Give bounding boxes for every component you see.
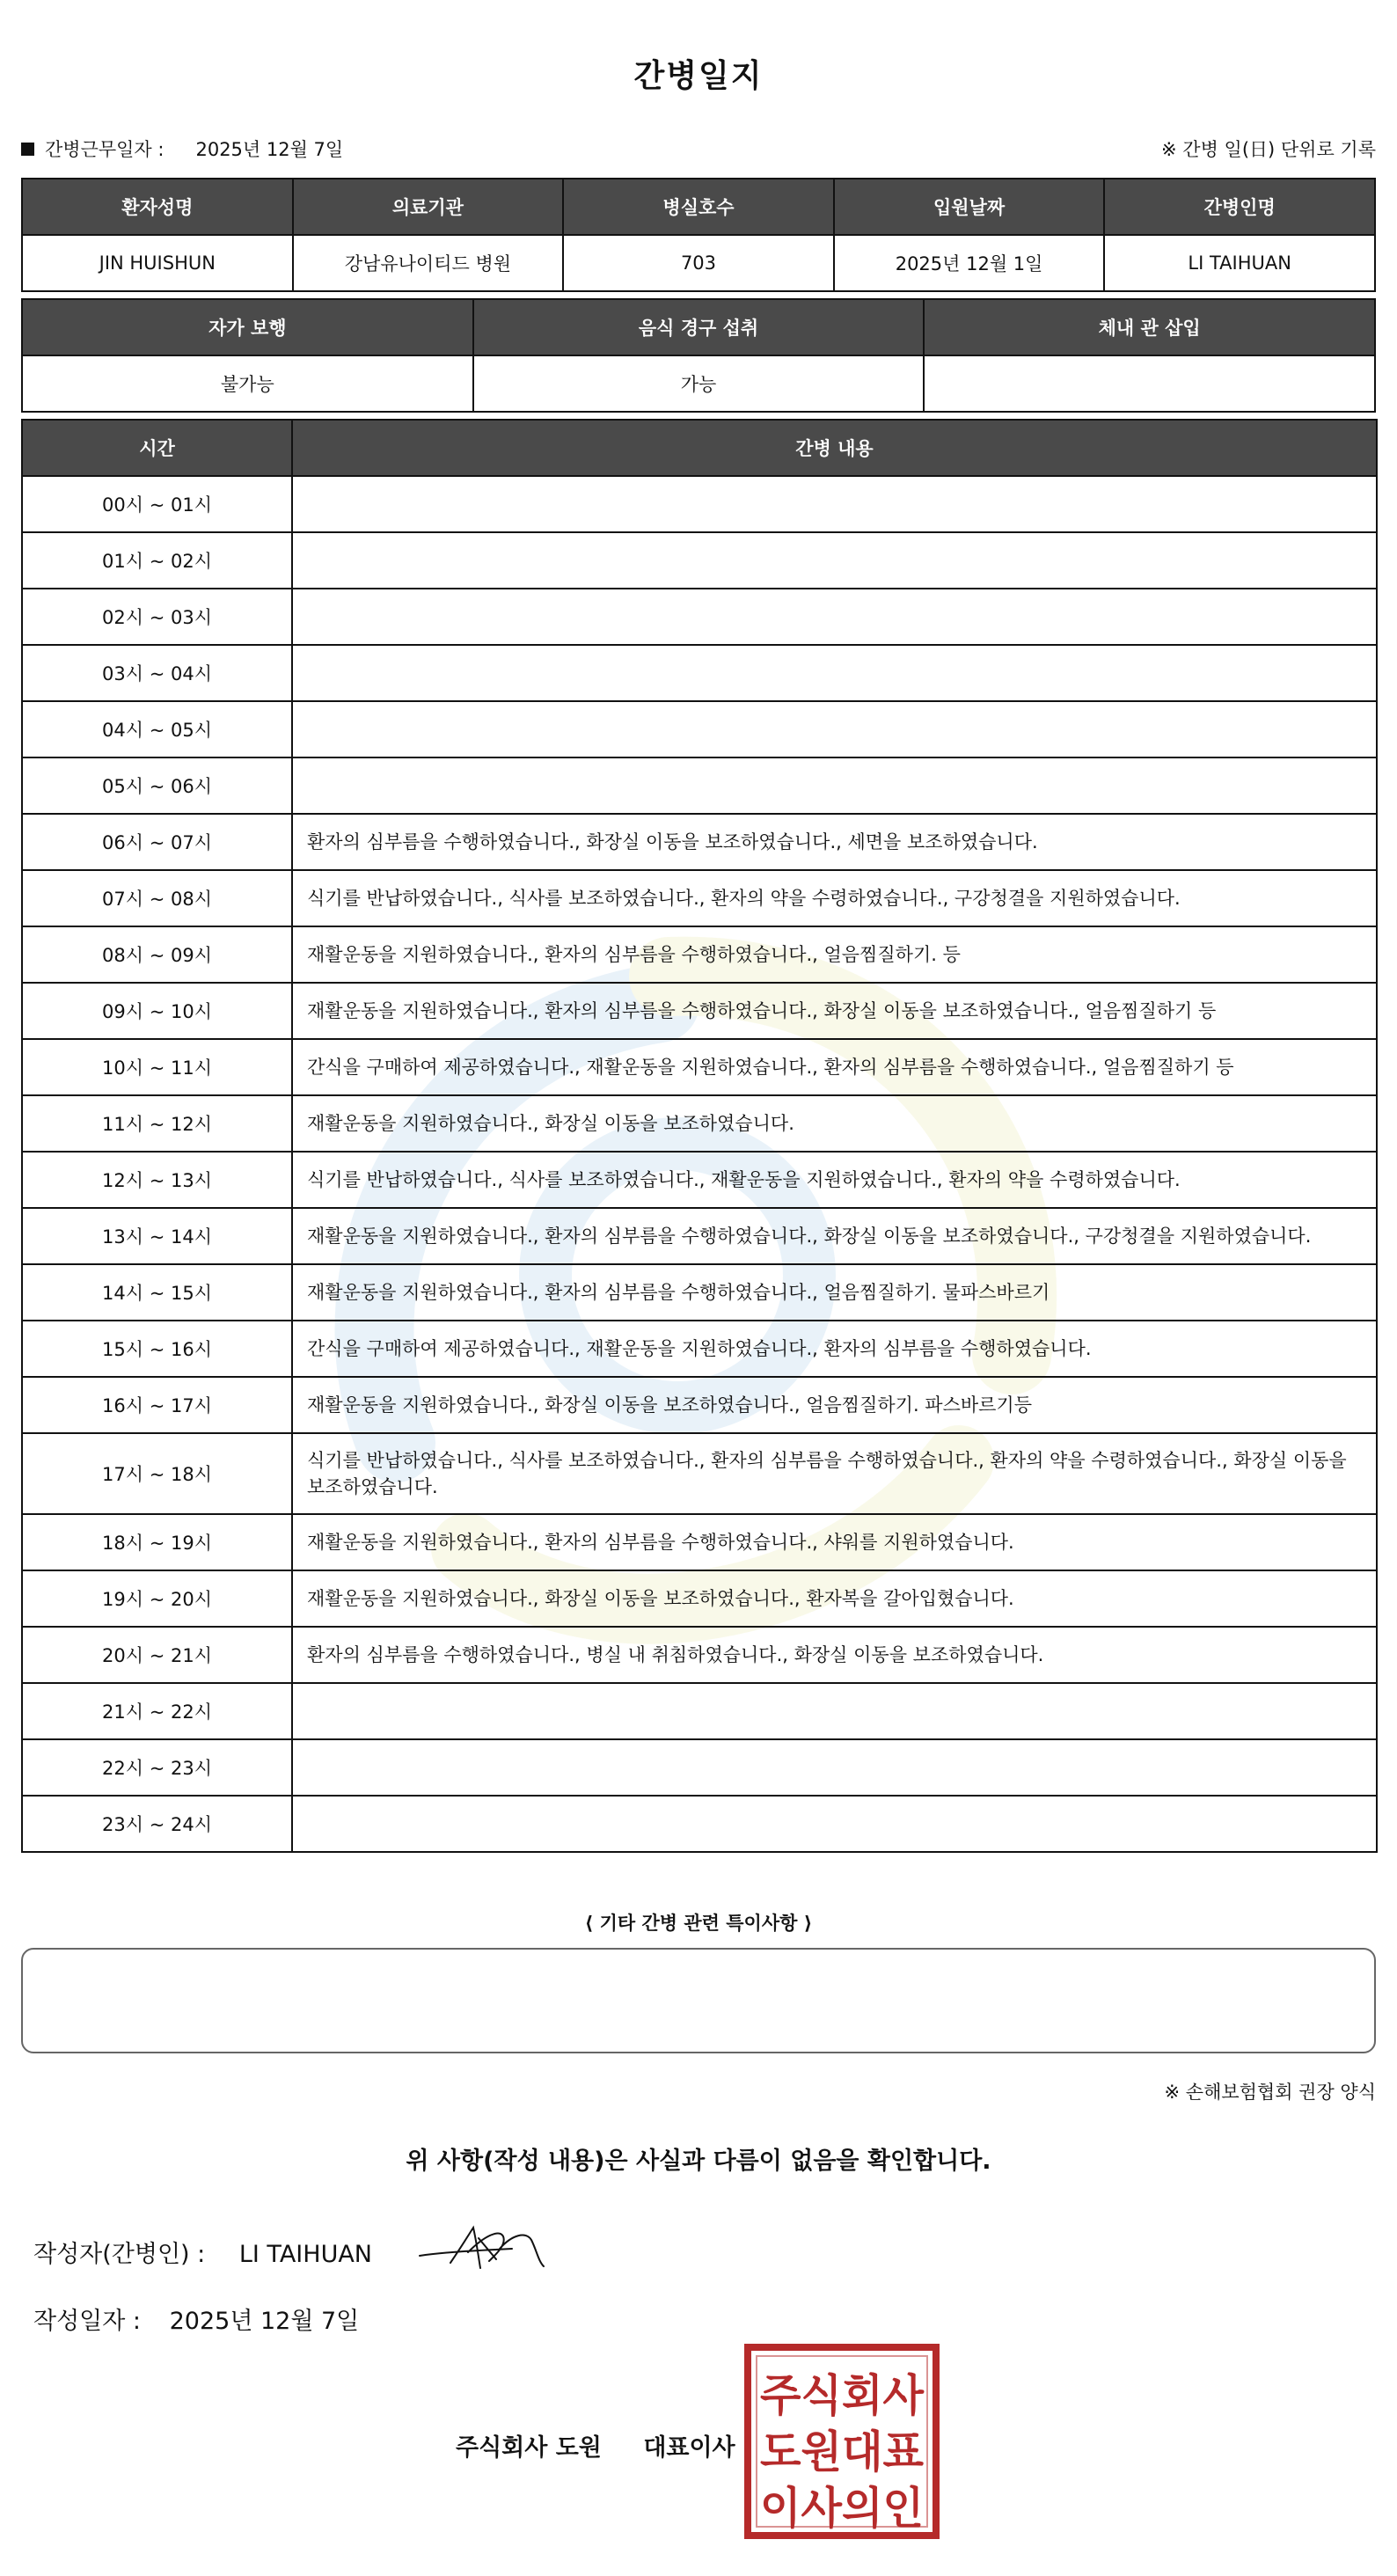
time-cell: 17시 ~ 18시	[22, 1433, 292, 1514]
table-row	[22, 1208, 1377, 1264]
written-date-line	[33, 2302, 359, 2336]
care-content-cell: 재활운동을 지원하였습니다., 환자의 심부름을 수행하였습니다., 샤워를 지원하였습니다.	[292, 1514, 1377, 1570]
oral-intake-value: 가능	[473, 355, 925, 412]
table-row	[22, 1264, 1377, 1321]
company-seal-stamp	[744, 2344, 940, 2539]
special-notes-box	[21, 1948, 1376, 2053]
time-cell: 11시 ~ 12시	[22, 1095, 292, 1152]
care-content-cell	[292, 1739, 1377, 1796]
document-title: 간병일지	[633, 58, 764, 94]
signer-label: 작성자(간병인) :	[33, 2241, 206, 2268]
confirmation-statement: 위 사항(작성 내용)은 사실과 다름이 없음을 확인합니다.	[406, 2148, 991, 2175]
time-cell: 23시 ~ 24시	[22, 1796, 292, 1852]
signer-name: LI TAIHUAN	[238, 2241, 372, 2268]
written-date-value: 2025년 12월 7일	[169, 2308, 360, 2335]
header-tube-insertion: 체내 관 삽입	[924, 299, 1375, 355]
handwritten-signature	[415, 2217, 547, 2279]
time-cell: 01시 ~ 02시	[22, 532, 292, 589]
table-row	[22, 1377, 1377, 1433]
time-cell: 15시 ~ 16시	[22, 1321, 292, 1377]
admission-date: 2025년 12월 1일	[834, 235, 1105, 291]
time-cell: 04시 ~ 05시	[22, 701, 292, 757]
header-admission-date: 입원날짜	[834, 179, 1105, 235]
table-row	[22, 1152, 1377, 1208]
time-cell: 21시 ~ 22시	[22, 1683, 292, 1739]
table-row	[22, 1683, 1377, 1739]
care-content-cell: 재활운동을 지원하였습니다., 화장실 이동을 보조하였습니다., 얼음찜질하기. 파스바르기등	[292, 1377, 1377, 1433]
table-row	[22, 532, 1377, 589]
table-row	[22, 1796, 1377, 1852]
care-content-cell	[292, 1683, 1377, 1739]
table-row	[22, 589, 1377, 645]
institution: 강남유나이티드 병원	[293, 235, 564, 291]
care-content-cell	[292, 476, 1377, 532]
table-row	[22, 1039, 1377, 1095]
written-date-label: 작성일자 :	[33, 2308, 142, 2335]
care-content-cell	[292, 1796, 1377, 1852]
care-content-cell: 재활운동을 지원하였습니다., 환자의 심부름을 수행하였습니다., 얼음찜질하기. 물파스바르기	[292, 1264, 1377, 1321]
table-row	[22, 1627, 1377, 1683]
time-cell: 10시 ~ 11시	[22, 1039, 292, 1095]
header-time: 시간	[22, 420, 292, 476]
table-row	[22, 476, 1377, 532]
care-content-cell: 식기를 반납하였습니다., 식사를 보조하였습니다., 환자의 약을 수령하였습니다., 구강청결을 지원하였습니다.	[292, 870, 1377, 926]
patient-name: JIN HUISHUN	[22, 235, 293, 291]
care-content-cell	[292, 645, 1377, 701]
time-cell: 20시 ~ 21시	[22, 1627, 292, 1683]
time-cell: 13시 ~ 14시	[22, 1208, 292, 1264]
seal-text-row: 도원대표	[760, 2426, 925, 2477]
seal-text-row: 주식회사	[760, 2370, 925, 2421]
work-date-value: 2025년 12월 7일	[195, 139, 344, 160]
care-log-body	[22, 476, 1377, 1852]
work-date-group	[21, 135, 343, 162]
time-cell: 00시 ~ 01시	[22, 476, 292, 532]
special-notes-title: ⟨ 기타 간병 관련 특이사항 ⟩	[584, 1913, 813, 1934]
time-cell: 02시 ~ 03시	[22, 589, 292, 645]
header-caregiver-name: 간병인명	[1104, 179, 1375, 235]
time-cell: 12시 ~ 13시	[22, 1152, 292, 1208]
company-line	[456, 2428, 735, 2463]
work-date-label: 간병근무일자 :	[45, 139, 165, 160]
care-content-cell: 재활운동을 지원하였습니다., 환자의 심부름을 수행하였습니다., 얼음찜질하기. 등	[292, 926, 1377, 983]
care-content-cell: 환자의 심부름을 수행하였습니다., 병실 내 취침하였습니다., 화장실 이동을 보조하였습니다.	[292, 1627, 1377, 1683]
care-content-cell: 재활운동을 지원하였습니다., 환자의 심부름을 수행하였습니다., 화장실 이동을 보조하였습니다., 얼음찜질하기 등	[292, 983, 1377, 1039]
table-row	[22, 983, 1377, 1039]
table-row	[22, 814, 1377, 870]
time-cell: 16시 ~ 17시	[22, 1377, 292, 1433]
patient-status-table	[21, 298, 1376, 413]
recommend-note: ※ 손해보험협회 권장 양식	[1164, 2082, 1376, 2103]
care-content-cell: 식기를 반납하였습니다., 식사를 보조하였습니다., 환자의 심부름을 수행하였습니다., 환자의 약을 수령하였습니다., 화장실 이동을 보조하였습니다.	[292, 1433, 1377, 1514]
table-row	[22, 1321, 1377, 1377]
patient-info-table	[21, 178, 1376, 292]
care-content-cell	[292, 589, 1377, 645]
company-name: 주식회사 도원	[456, 2434, 602, 2462]
care-log-table	[21, 419, 1378, 1853]
room-number: 703	[563, 235, 834, 291]
time-cell: 06시 ~ 07시	[22, 814, 292, 870]
header-institution: 의료기관	[293, 179, 564, 235]
care-content-cell: 환자의 심부름을 수행하였습니다., 화장실 이동을 보조하였습니다., 세면을 보조하였습니다.	[292, 814, 1377, 870]
header-patient-name: 환자성명	[22, 179, 293, 235]
unit-note: ※ 간병 일(日) 단위로 기록	[1161, 139, 1376, 160]
time-cell: 19시 ~ 20시	[22, 1570, 292, 1627]
care-content-cell: 간식을 구매하여 제공하였습니다., 재활운동을 지원하였습니다., 환자의 심부름을 수행하였습니다., 얼음찜질하기 등	[292, 1039, 1377, 1095]
table-row	[22, 926, 1377, 983]
table-row	[22, 645, 1377, 701]
signer-line	[33, 2235, 372, 2269]
header-oral-intake: 음식 경구 섭취	[473, 299, 925, 355]
care-content-cell: 식기를 반납하였습니다., 식사를 보조하였습니다., 재활운동을 지원하였습니다., 환자의 약을 수령하였습니다.	[292, 1152, 1377, 1208]
time-cell: 03시 ~ 04시	[22, 645, 292, 701]
table-row	[22, 1570, 1377, 1627]
table-row	[22, 1095, 1377, 1152]
caregiver-name: LI TAIHUAN	[1104, 235, 1375, 291]
care-content-cell: 간식을 구매하여 제공하였습니다., 재활운동을 지원하였습니다., 환자의 심부름을 수행하였습니다.	[292, 1321, 1377, 1377]
care-content-cell	[292, 701, 1377, 757]
time-cell: 08시 ~ 09시	[22, 926, 292, 983]
care-content-cell: 재활운동을 지원하였습니다., 환자의 심부름을 수행하였습니다., 화장실 이동을 보조하였습니다., 구강청결을 지원하였습니다.	[292, 1208, 1377, 1264]
time-cell: 09시 ~ 10시	[22, 983, 292, 1039]
meta-row	[21, 135, 1376, 167]
table-row	[22, 870, 1377, 926]
time-cell: 14시 ~ 15시	[22, 1264, 292, 1321]
representative-title: 대표이사	[643, 2434, 735, 2462]
table-row	[22, 701, 1377, 757]
care-content-cell	[292, 757, 1377, 814]
time-cell: 07시 ~ 08시	[22, 870, 292, 926]
table-row	[22, 1739, 1377, 1796]
header-care-content: 간병 내용	[292, 420, 1377, 476]
time-cell: 18시 ~ 19시	[22, 1514, 292, 1570]
header-self-walking: 자가 보행	[22, 299, 473, 355]
header-room-number: 병실호수	[563, 179, 834, 235]
care-content-cell: 재활운동을 지원하였습니다., 화장실 이동을 보조하였습니다.	[292, 1095, 1377, 1152]
bullet-square-icon	[21, 143, 34, 156]
tube-insertion-value	[924, 355, 1375, 412]
time-cell: 22시 ~ 23시	[22, 1739, 292, 1796]
care-content-cell	[292, 532, 1377, 589]
time-cell: 05시 ~ 06시	[22, 757, 292, 814]
table-row	[22, 1433, 1377, 1514]
care-content-cell: 재활운동을 지원하였습니다., 화장실 이동을 보조하였습니다., 환자복을 갈아입혔습니다.	[292, 1570, 1377, 1627]
table-row	[22, 757, 1377, 814]
seal-text-row: 이사의인	[760, 2483, 924, 2534]
table-row	[22, 1514, 1377, 1570]
self-walking-value: 불가능	[22, 355, 473, 412]
